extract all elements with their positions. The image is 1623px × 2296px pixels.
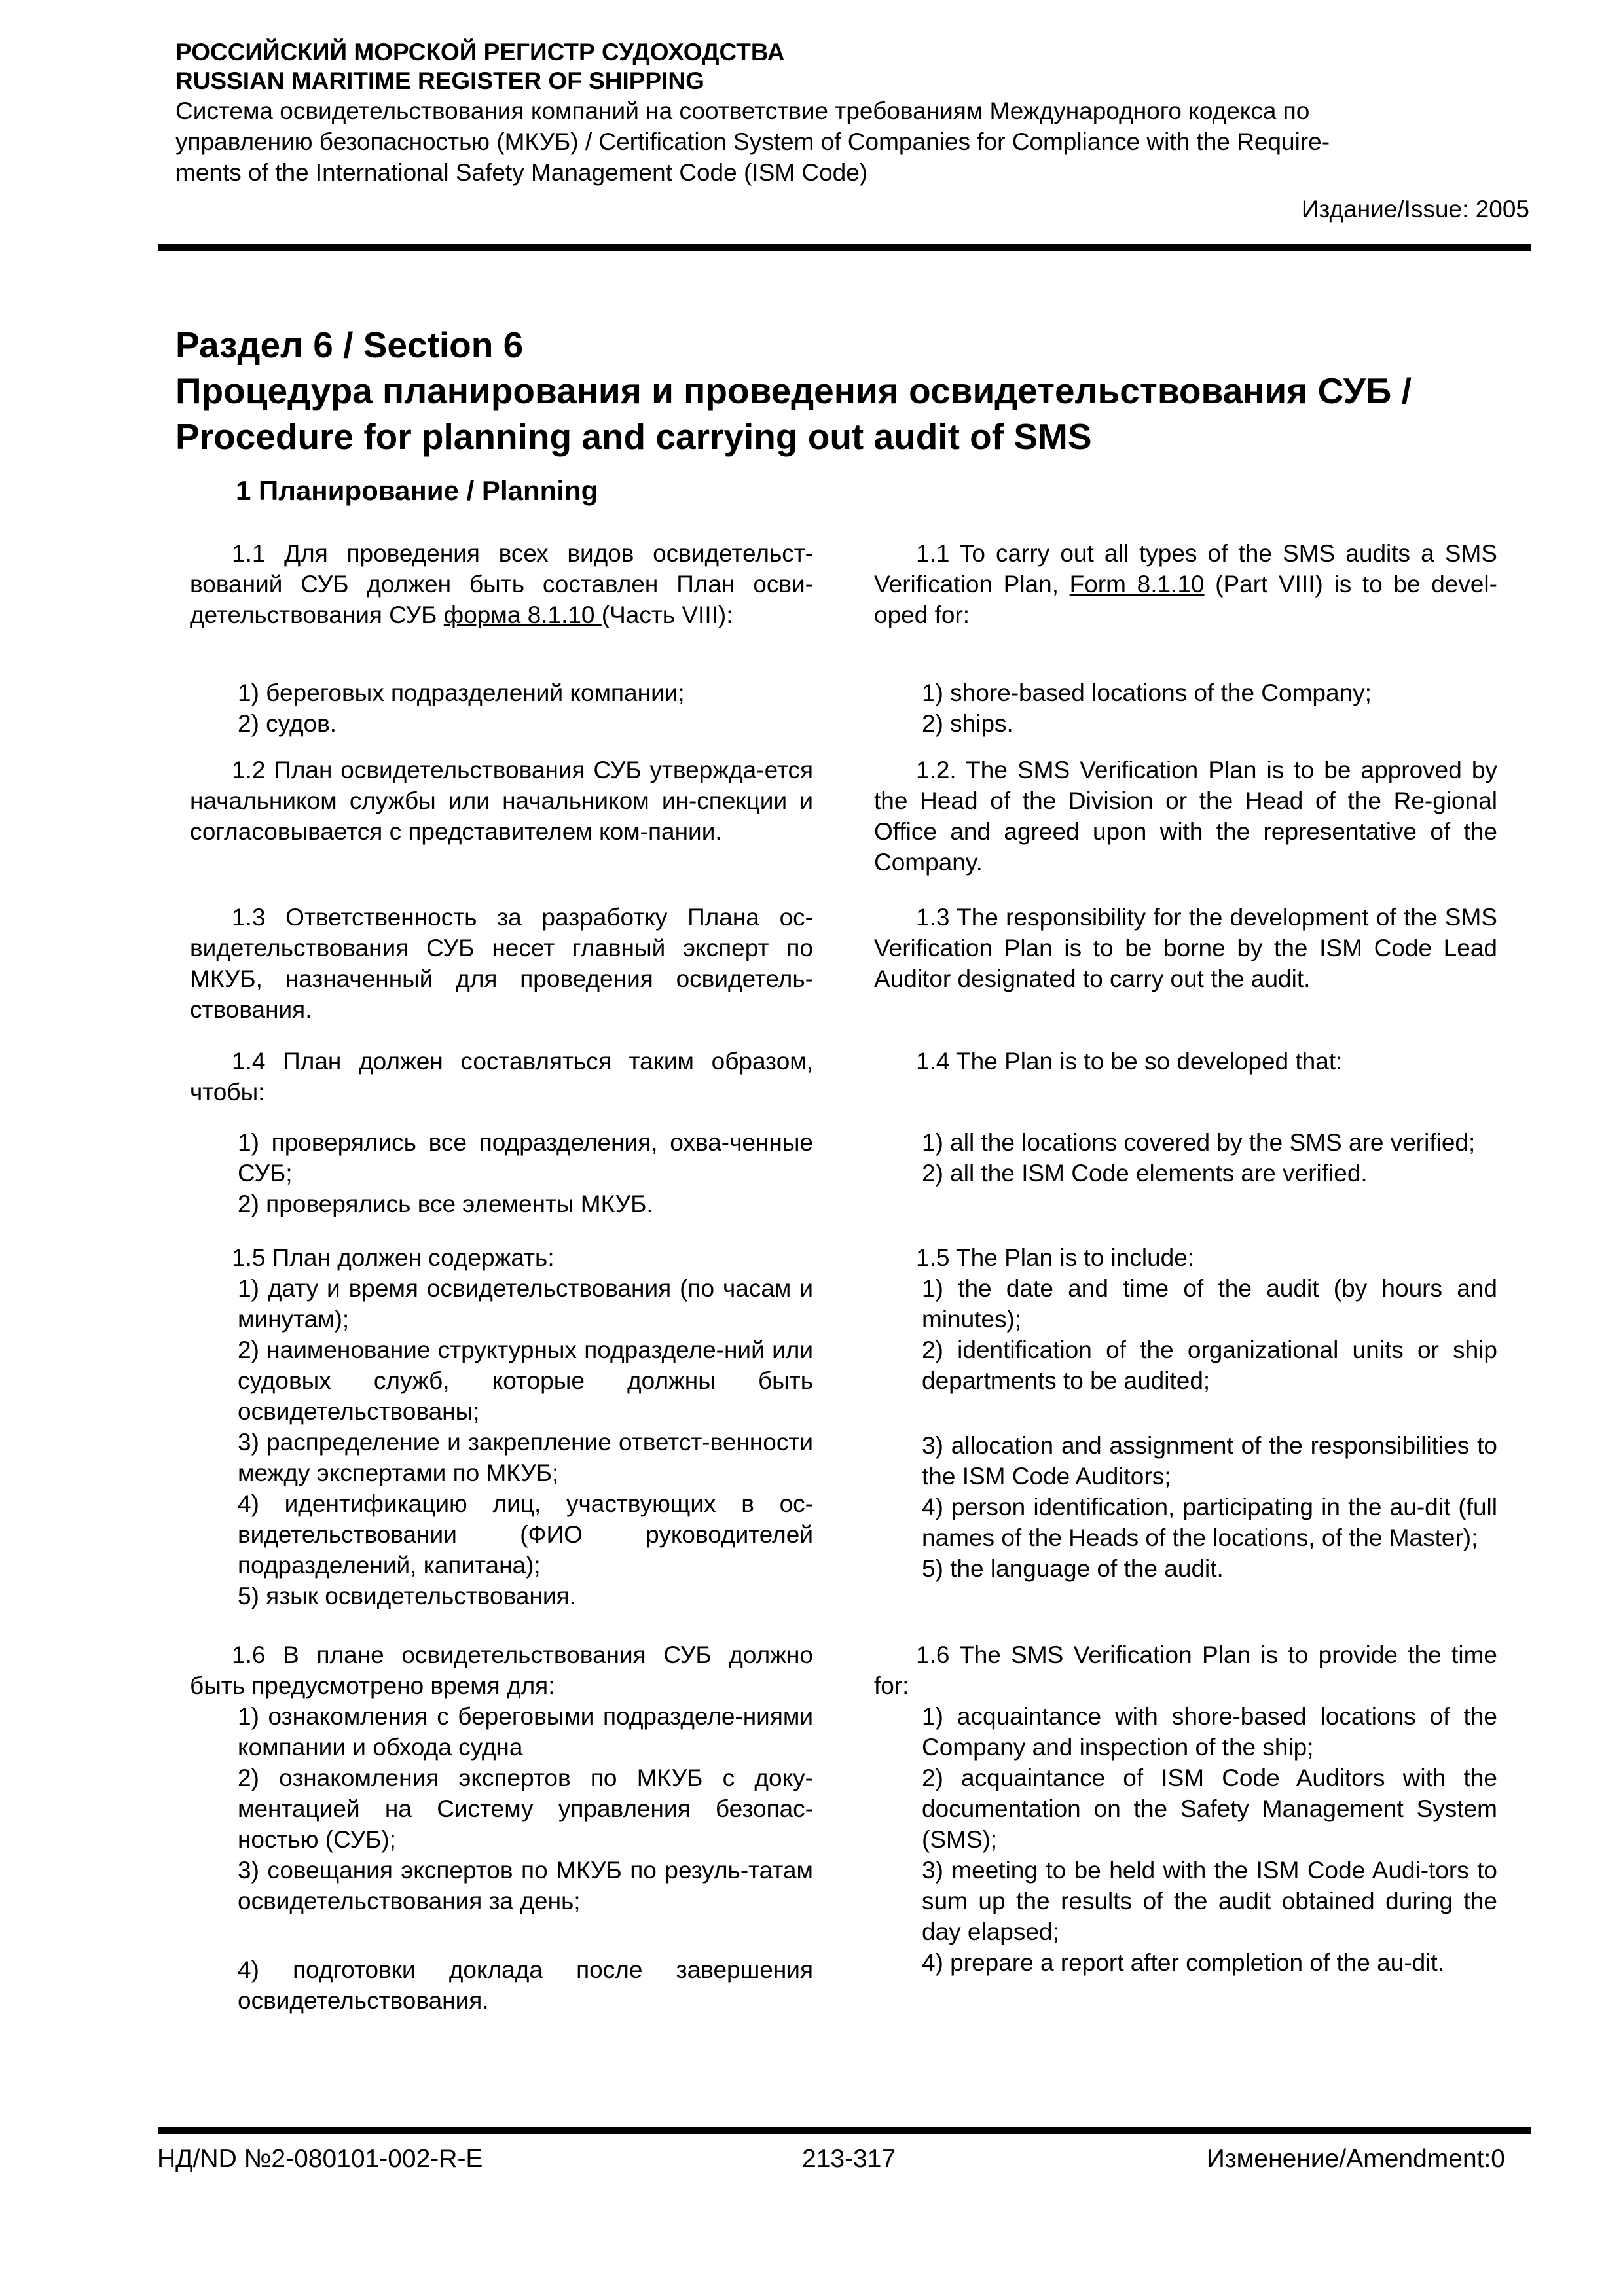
paragraph: 1.2. The SMS Verification Plan is to be approved by the Head of the Division or the Head of the Re-gional Office and agreed upon with the representative of the Company. [874, 757, 1497, 876]
document-number: НД/ND №2-080101-002-R-E [157, 2145, 483, 2173]
amendment-label: Изменение/Amendment:0 [1206, 2145, 1505, 2173]
list-item: 4) подготовки доклада после завершения освидетельствования. [238, 1956, 813, 2014]
list-item: 1) береговых подразделений компании; [238, 679, 685, 706]
org-name-ru: РОССИЙСКИЙ МОРСКОЙ РЕГИСТР СУДОХОДСТВА [175, 39, 785, 65]
clause-1-1-ru [190, 538, 813, 630]
list-item: 3) распределение и закрепление ответст-венности между экспертами по МКУБ; [238, 1429, 813, 1486]
list-item: 2) проверялись все элементы МКУБ. [238, 1191, 653, 1217]
paragraph: 1.2 План освидетельствования СУБ утвержда-ется начальником службы или начальником ин-спекции и согласовывается с представителем ком-пании. [190, 757, 813, 845]
clause-1-4-list-en [874, 1127, 1497, 1189]
paragraph-text: (Part VIII) is to be devel-oped for: [874, 571, 1497, 628]
clause-1-5-en [874, 1242, 1497, 1396]
clause-1-4-list-ru [190, 1127, 813, 1219]
org-name-en: RUSSIAN MARITIME REGISTER OF SHIPPING [175, 67, 704, 94]
clause-1-6-ru [190, 1640, 813, 1916]
list-item: 5) язык освидетельствования. [238, 1583, 576, 1609]
list-item: 1) acquaintance with shore-based locations of the Company and inspection of the ship; [922, 1703, 1497, 1761]
list-item: 1) all the locations covered by the SMS are verified; [922, 1129, 1476, 1156]
paragraph: 1.5 План должен содержать: [232, 1244, 555, 1271]
system-title [175, 96, 1529, 188]
list-item: 4) prepare a report after completion of the au-dit. [922, 1949, 1444, 1976]
list-item: 1) ознакомления с береговыми подразделе-ниями компании и обхода судна [238, 1703, 813, 1761]
clause-1-5-rest-en [874, 1430, 1497, 1584]
paragraph: 1.3 Ответственность за разработку Плана ос-видетельствования СУБ несет главный эксперт по МКУБ, назначенный для проведения освидетель-ствования. [190, 904, 813, 1023]
section-title-ru: Процедура планирования и проведения освидетельствования СУБ / [175, 370, 1412, 411]
list-item: 2) судов. [238, 710, 337, 737]
clause-1-5-ru [190, 1242, 813, 1611]
clause-1-4-ru [190, 1046, 813, 1107]
paragraph [190, 538, 813, 630]
clause-1-1-en [874, 538, 1497, 630]
clause-1-1-list-ru [190, 677, 813, 739]
paragraph: 1.3 The responsibility for the development of the SMS Verification Plan is to be borne by the ISM Code Lead Auditor designated to carry out the audit. [874, 904, 1497, 992]
list-item: 4) идентификацию лиц, участвующих в ос-видетельствовании (ФИО руководителей подразделений, капитана); [238, 1490, 813, 1579]
list-item: 4) person identification, participating in the au-dit (full names of the Heads of the locations, of the Master); [922, 1494, 1497, 1551]
clause-1-1-list-en [874, 677, 1497, 739]
list-item: 2) identification of the organizational units or ship departments to be audited; [922, 1336, 1497, 1394]
page-number: 213-317 [802, 2145, 896, 2173]
subsection-heading: 1 Планирование / Planning [236, 475, 598, 506]
system-title-line: управлению безопасностью (МКУБ) / Certification System of Companies for Compliance with the Require- [175, 128, 1330, 155]
list-item: 2) ознакомления экспертов по МКУБ с доку-ментацией на Систему управления безопас-ностью (СУБ); [238, 1765, 813, 1853]
paragraph: 1.6 The SMS Verification Plan is to provide the time for: [874, 1641, 1497, 1699]
paragraph-text: 1.1 Для проведения всех видов освидетельст-вований СУБ должен быть составлен План осви-детельствования СУБ [190, 540, 813, 628]
list-item: 5) the language of the audit. [922, 1555, 1224, 1582]
paragraph-text: (Часть VIII): [601, 601, 733, 628]
list-item: 1) the date and time of the audit (by hours and minutes); [922, 1275, 1497, 1333]
list-item: 1) shore-based locations of the Company; [922, 679, 1372, 706]
list-item: 1) проверялись все подразделения, охва-ченные СУБ; [238, 1129, 813, 1187]
paragraph: 1.5 The Plan is to include: [916, 1244, 1195, 1271]
clause-1-4-en [874, 1046, 1497, 1077]
footer-divider [158, 2127, 1531, 2134]
clause-1-6-last-ru [190, 1954, 813, 2016]
paragraph [874, 538, 1497, 630]
header-divider [158, 244, 1531, 251]
issue-label: Издание/Issue: 2005 [1301, 196, 1529, 223]
list-item: 2) all the ISM Code elements are verified. [922, 1160, 1368, 1187]
list-item: 3) meeting to be held with the ISM Code Audi-tors to sum up the results of the audit obtained during the day elapsed; [922, 1857, 1497, 1945]
form-link[interactable]: Form 8.1.10 [1069, 571, 1205, 598]
section-title [175, 322, 1550, 459]
list-item: 2) ships. [922, 710, 1013, 737]
clause-1-3-ru [190, 902, 813, 1025]
list-item: 2) наименование структурных подразделе-ний или судовых служб, которые должны быть освидетельствованы; [238, 1336, 813, 1425]
document-header [175, 38, 1529, 224]
paragraph: 1.4 The Plan is to be so developed that: [916, 1048, 1343, 1075]
paragraph: 1.4 План должен составляться таким образом, чтобы: [190, 1048, 813, 1105]
clause-1-6-en [874, 1640, 1497, 1978]
system-title-line: Система освидетельствования компаний на соответствие требованиям Международного кодекса по [175, 98, 1310, 124]
clause-1-2-ru [190, 755, 813, 847]
system-title-line: ments of the International Safety Management Code (ISM Code) [175, 159, 868, 186]
list-item: 3) совещания экспертов по МКУБ по резуль-татам освидетельствования за день; [238, 1857, 813, 1914]
paragraph-text: 1.1 To carry out all types of the SMS audits a SMS Verification Plan, [874, 540, 1497, 598]
list-item: 1) дату и время освидетельствования (по часам и минутам); [238, 1275, 813, 1333]
list-item: 3) allocation and assignment of the responsibilities to the ISM Code Auditors; [922, 1432, 1497, 1490]
form-link[interactable]: форма 8.1.10 [443, 601, 602, 628]
clause-1-2-en [874, 755, 1497, 878]
paragraph: 1.6 В плане освидетельствования СУБ должно быть предусмотрено время для: [190, 1641, 813, 1699]
list-item: 2) acquaintance of ISM Code Auditors with the documentation on the Safety Management System (SMS); [922, 1765, 1497, 1853]
section-number: Раздел 6 / Section 6 [175, 325, 524, 365]
section-title-en: Procedure for planning and carrying out audit of SMS [175, 416, 1092, 457]
clause-1-3-en [874, 902, 1497, 994]
